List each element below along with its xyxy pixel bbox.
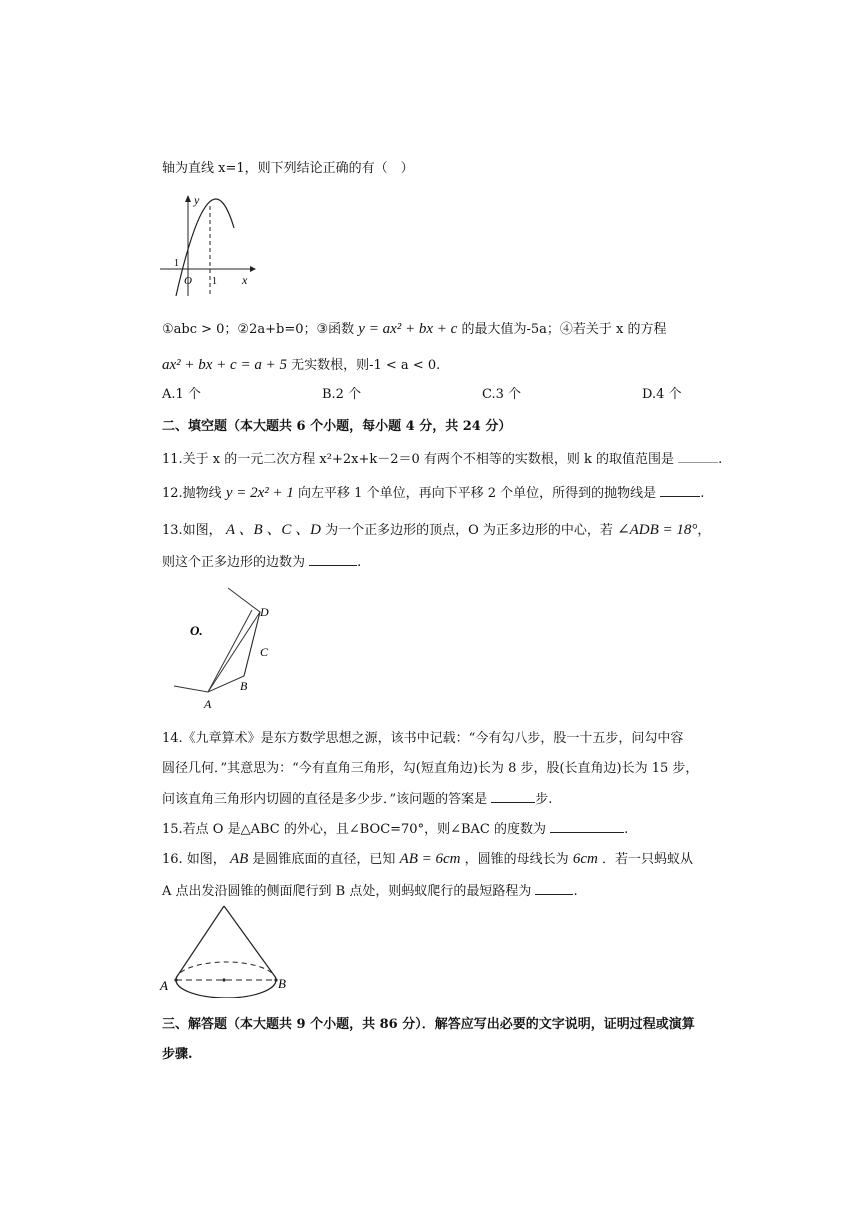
x-tick-label: 1 (212, 276, 217, 287)
q12-eq: y = 2x² + 1 (225, 485, 294, 501)
q12-text-b: 向左平移 1 个单位，再向下平移 2 个单位，所得到的抛物线是 (298, 486, 657, 501)
q15-text: 15.若点 O 是△ABC 的外心，且∠BOC=70°，则∠BAC 的度数为 (162, 822, 546, 837)
q11-answer-blank[interactable] (678, 450, 718, 463)
q14-line3 (162, 790, 552, 809)
q16-line2-end: . (573, 884, 578, 899)
q16-answer-blank[interactable] (535, 882, 573, 895)
cone-left-slant (176, 906, 224, 978)
q16-line2 (162, 882, 578, 901)
cone-right-slant (224, 906, 276, 978)
q10-option-a: A.1 个 (162, 387, 201, 402)
q14-line3-text: 问该直角三角形内切圆的直径是多少步．”该问题的答案是 (162, 792, 488, 807)
q14-line1: 14.《九章算术》是东方数学思想之源，该书中记载：“今有勾八步，股一十五步，问勾中容 (162, 731, 684, 746)
label-a: A (160, 978, 168, 993)
q16-cone-figure (158, 902, 298, 998)
q10-option-b: B.2 个 (322, 387, 362, 402)
q15-answer-blank[interactable] (550, 820, 624, 833)
q11-text: 11.关于 x 的一元二次方程 x²+2x+k－2＝0 有两个不相等的实数根，则 k 的取值范围是 (162, 452, 675, 467)
q13-line1-end: ， (697, 523, 711, 538)
segment-bd (244, 612, 260, 676)
q16-line1 (162, 850, 693, 869)
q14-answer-blank[interactable] (491, 790, 535, 803)
q16-line1-b: 是圆锥底面的直径，已知 (252, 852, 396, 867)
q16-len: 6cm (572, 851, 598, 867)
q13-line1-a: 13.如图， (162, 523, 222, 538)
q13-line2-end: . (357, 555, 362, 570)
y-axis-arrow (185, 195, 191, 202)
q11-line (162, 450, 722, 469)
q10-stmt2-tail: 无实数根，则-1 < a < 0. (291, 358, 441, 373)
q13-line1 (162, 521, 710, 540)
q10-stmt-a: ①abc > 0；②2a+b=0；③函数 (162, 322, 355, 337)
y-axis-label: y (194, 193, 200, 207)
q16-line1-c: ，圆锥的母线长为 (464, 852, 569, 867)
q16-line2-text: A 点出发沿圆锥的侧面爬行到 B 点处，则蚂蚁爬行的最短路程为 (162, 884, 532, 899)
q16-line1-a: 16. 如图， (162, 852, 226, 867)
q16-ab: AB (229, 851, 249, 867)
label-d: D (260, 605, 269, 619)
q13-line2-text: 则这个正多边形的边数为 (162, 555, 306, 570)
q12-text-a: 12.抛物线 (162, 486, 222, 501)
q10-statement-line2 (162, 356, 440, 375)
label-b: B (240, 679, 248, 693)
polygon-edges (174, 588, 260, 692)
label-c: C (260, 645, 269, 659)
q10-option-c: C.3 个 (482, 387, 522, 402)
label-o: O. (190, 623, 203, 638)
q10-stmt2-eq: ax² + bx + c = a + 5 (162, 357, 287, 373)
q13-points: A 、B 、C 、D (225, 522, 321, 538)
q10-stmt-b: 的最大值为-5a；④若关于 x 的方程 (461, 322, 667, 337)
q13-angle: ∠ADB = 18° (617, 522, 698, 538)
q12-answer-blank[interactable] (660, 484, 700, 497)
label-a: A (204, 697, 212, 711)
q12-end: . (700, 486, 705, 501)
section3-line2: 步骤. (162, 1047, 193, 1062)
q13-line1-b: 为一个正多边形的顶点，O 为正多边形的中心，若 (325, 523, 613, 538)
q10-parabola-graph (156, 192, 256, 298)
origin-label: O (184, 275, 192, 287)
label-b: B (278, 976, 286, 991)
q10-intro: 轴为直线 x=1，则下列结论正确的有（ ） (162, 161, 414, 176)
cone-base-front (176, 980, 276, 998)
q13-polygon-figure (170, 584, 290, 712)
q14-line3-end: 步. (535, 792, 553, 807)
cone-base-back (176, 962, 276, 980)
q15-line (162, 820, 628, 839)
y-tick-label: 1 (174, 258, 179, 269)
q10-statement-line1 (162, 320, 666, 339)
q10-option-d: D.4 个 (642, 387, 682, 402)
point-a-dot (174, 978, 177, 981)
q12-line (162, 484, 704, 503)
section3-line1: 三、解答题（本大题共 9 个小题，共 86 分）．解答应写出必要的文字说明，证明过程或演算 (162, 1017, 695, 1032)
x-axis-arrow (250, 266, 256, 272)
q13-line2 (162, 553, 361, 572)
q15-end: . (624, 822, 629, 837)
q16-ab-eq: AB = 6cm (399, 851, 461, 867)
section2-title: 二、填空题（本大题共 6 个小题，每小题 4 分，共 24 分） (162, 419, 512, 434)
q16-line1-d: ．若一只蚂蚁从 (601, 852, 693, 867)
q11-end: . (718, 452, 723, 467)
q14-line2: 圆径几何．”其意思为：“今有直角三角形，勾(短直角边)长为 8 步，股(长直角边)长为 15 步， (162, 761, 699, 776)
q10-stmt-func: y = ax² + bx + c (358, 321, 458, 337)
q13-answer-blank[interactable] (309, 553, 357, 566)
cone-base-center (222, 978, 225, 981)
x-axis-label: x (242, 273, 248, 287)
